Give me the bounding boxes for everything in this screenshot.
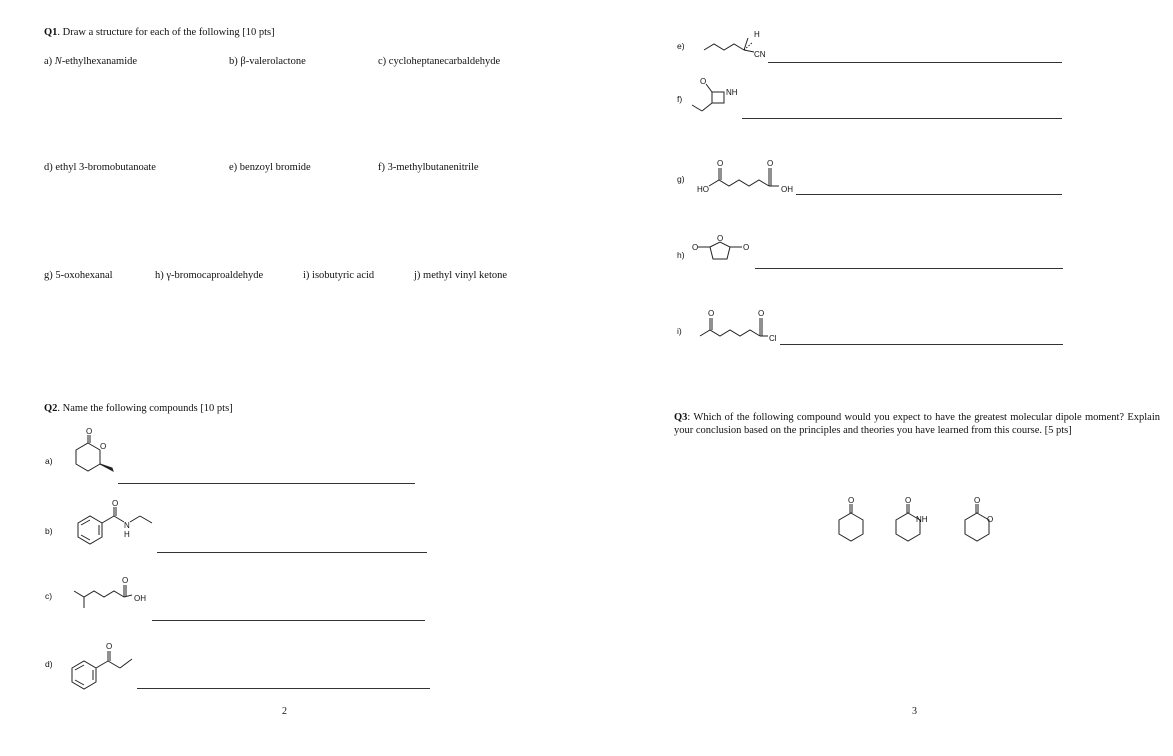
page-number-left: 2 xyxy=(282,706,287,717)
q1f-label: f) xyxy=(677,94,683,104)
svg-text:O: O xyxy=(987,515,994,524)
svg-text:O: O xyxy=(974,496,981,505)
q2b-n: N xyxy=(124,521,130,530)
q1h-label: h) xyxy=(677,250,685,260)
q1i-o-right: O xyxy=(758,309,765,318)
q3-lactone xyxy=(965,496,993,541)
svg-text:O: O xyxy=(905,496,912,505)
page-number-right: 3 xyxy=(912,706,917,717)
q1i-cl: Cl xyxy=(769,334,777,343)
q1g-o-left: O xyxy=(717,159,724,168)
q1-item-b: b) β-valerolactone xyxy=(229,56,306,67)
q1h-answer-line[interactable] xyxy=(755,268,1063,269)
q2b-answer-line[interactable] xyxy=(157,552,427,553)
q2a-answer-line[interactable] xyxy=(118,483,415,484)
q2c-answer-line[interactable] xyxy=(152,620,425,621)
q3-structures xyxy=(832,495,1012,555)
q1f-nh: NH xyxy=(726,88,738,97)
q2c-structure xyxy=(66,565,166,620)
q1-item-d: d) ethyl 3-bromobutanoate xyxy=(44,162,156,173)
q3-question: Q3: Which of the following compound would you expect to have the greatest molecular dipole moment? Explain your conclusion based on the principles and theories you have learned from this course. [5 pts] xyxy=(674,412,1160,436)
q1f-answer-line[interactable] xyxy=(742,118,1062,119)
q1g-oh: OH xyxy=(781,185,793,194)
q2a-structure xyxy=(60,425,130,485)
svg-text:NH: NH xyxy=(916,515,928,524)
q2a-ring-o: O xyxy=(100,442,107,451)
q2-label-b: b) xyxy=(45,526,53,536)
q1h-ring xyxy=(710,242,730,259)
q2c-oh: OH xyxy=(134,594,146,603)
q2-label-d: d) xyxy=(45,659,53,669)
q2d-answer-line[interactable] xyxy=(137,688,430,689)
q2b-h: H xyxy=(124,530,130,539)
q1e-structure xyxy=(700,24,780,64)
q2a-ring xyxy=(76,443,100,471)
q1i-structure xyxy=(696,306,786,351)
q1-item-c: c) cycloheptanecarbaldehyde xyxy=(378,56,501,67)
q1-item-j: j) methyl vinyl ketone xyxy=(414,270,508,281)
q3-piperidinone xyxy=(896,496,928,541)
q2d-structure xyxy=(62,632,152,687)
q2-label-a: a) xyxy=(45,456,53,466)
q1-item-i: i) isobutyric acid xyxy=(303,270,375,281)
q2-label-c: c) xyxy=(45,591,53,601)
q1g-o-right: O xyxy=(767,159,774,168)
q1-item-f: f) 3-methylbutanenitrile xyxy=(378,162,479,173)
q1i-answer-line[interactable] xyxy=(780,344,1063,345)
q1h-structure xyxy=(690,232,760,272)
q2c-chain xyxy=(74,591,124,597)
q1h-o-left: O xyxy=(692,243,699,252)
q1h-o-ring: O xyxy=(717,234,724,243)
q1-item-e: e) benzoyl bromide xyxy=(229,162,311,173)
q2b-carbonyl-o: O xyxy=(112,499,119,508)
q1g-answer-line[interactable] xyxy=(796,194,1062,195)
q1e-chain xyxy=(704,44,744,50)
q2a-carbonyl-o: O xyxy=(86,427,93,436)
q1e-label: e) xyxy=(677,41,685,51)
q1-item-a: a) N-ethylhexanamide xyxy=(44,56,138,67)
q1i-o-left: O xyxy=(708,309,715,318)
q1-heading: Q1. Draw a structure for each of the following [10 pts] xyxy=(44,27,275,38)
q1g-structure xyxy=(695,156,805,201)
q2c-carbonyl-o: O xyxy=(122,576,129,585)
q3-cyclohexanone xyxy=(839,496,863,541)
q2-heading: Q2. Name the following compounds [10 pts] xyxy=(44,403,233,414)
q1g-ho: HO xyxy=(697,185,709,194)
q1i-chain xyxy=(700,330,760,336)
q1e-answer-line[interactable] xyxy=(768,62,1062,63)
svg-text:O: O xyxy=(848,496,855,505)
q1f-o: O xyxy=(700,77,707,86)
q2d-carbonyl-o: O xyxy=(106,642,113,651)
q1e-cn: CN xyxy=(754,50,766,59)
q1g-chain xyxy=(709,180,769,186)
q2b-structure xyxy=(62,495,172,550)
q1f-ring xyxy=(712,92,724,103)
q1i-label: i) xyxy=(677,326,682,336)
q1g-label: g) xyxy=(677,174,685,184)
q1h-o-right: O xyxy=(743,243,750,252)
q1-item-h: h) γ-bromocaproaldehyde xyxy=(155,270,264,281)
q2a-wedge-bond xyxy=(100,464,113,471)
q1e-h: H xyxy=(754,30,760,39)
q1-item-g: g) 5-oxohexanal xyxy=(44,270,113,281)
q1f-structure xyxy=(690,72,750,122)
